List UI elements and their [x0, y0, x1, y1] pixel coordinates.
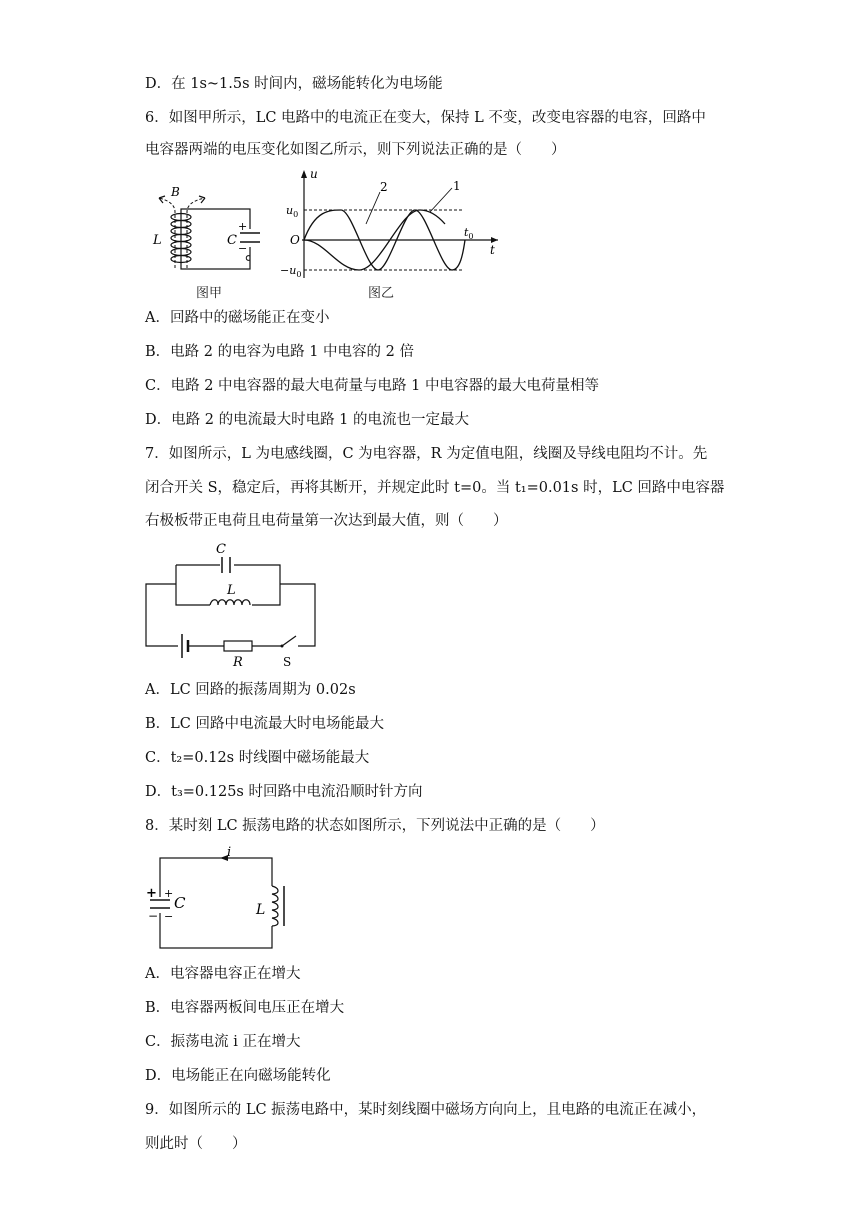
q7-label-S: S — [283, 655, 292, 669]
label-minus: − — [238, 242, 248, 255]
q7-stem-line3: 右极板带正电荷且电荷量第一次达到最大值，则（ ） — [145, 513, 508, 529]
q8-figure-lc-circuit — [140, 842, 290, 954]
curve-2-label: 2 — [380, 180, 388, 194]
q7-label-C: C — [216, 542, 226, 557]
outer-wire-left — [146, 584, 180, 646]
q7-option-b: B．LC 回路中电流最大时电场能最大 — [145, 716, 384, 732]
label-plus: + — [238, 220, 248, 233]
q6-stem-line2: 电容器两端的电压变化如图乙所示，则下列说法正确的是（ ） — [145, 142, 566, 158]
resistor-R — [224, 641, 252, 651]
q8-option-c: C．振荡电流 i 正在增大 — [145, 1034, 301, 1050]
q9-stem-line2: 则此时（ ） — [145, 1136, 247, 1152]
q6-option-b: B．电路 2 的电容为电路 1 中电容的 2 倍 — [145, 344, 414, 360]
q6-option-d: D．电路 2 的电流最大时电路 1 的电流也一定最大 — [145, 412, 470, 428]
q8-label-minus-inner: − — [164, 910, 174, 923]
q7-option-d: D．t₃=0.125s 时回路中电流沿顺时针方向 — [145, 784, 423, 800]
circuit-wire-frame — [181, 209, 250, 269]
q8-option-b: B．电容器两板间电压正在增大 — [145, 1000, 345, 1016]
q7-option-c: C．t₂=0.12s 时线圈中磁场能最大 — [145, 750, 370, 766]
q6-stem-line1: 6．如图甲所示，LC 电路中的电流正在变大，保持 L 不变，改变电容器的电容，回路中 — [145, 110, 706, 126]
label-B: B — [171, 185, 180, 199]
q6-figure-a-caption: 图甲 — [196, 286, 223, 301]
q8-option-d: D．电场能正在向磁场能转化 — [145, 1068, 331, 1084]
q6-option-c: C．电路 2 中电容器的最大电荷量与电路 1 中电容器的最大电荷量相等 — [145, 378, 599, 394]
switch-S-blade — [282, 636, 296, 646]
q6-figure-b-caption: 图乙 — [368, 286, 395, 301]
q5-option-d: D．在 1s~1.5s 时间内，磁场能转化为电场能 — [145, 76, 443, 92]
label-t0: $t_0$ — [464, 226, 474, 241]
label-t: t — [490, 243, 495, 257]
q6-option-a: A．回路中的磁场能正在变小 — [145, 310, 330, 326]
outer-wire-right — [280, 584, 315, 646]
curve-1-tail — [304, 218, 380, 241]
q7-label-R: R — [233, 655, 243, 670]
q8-label-minus-outer: − — [148, 909, 159, 923]
q7-label-L: L — [227, 583, 236, 598]
label-neg-u0: $-u_0$ — [280, 264, 302, 279]
q7-stem-line1: 7．如图所示，L 为电感线圈，C 为电容器，R 为定值电阻，线圈及导线电阻均不计。先 — [145, 446, 708, 462]
label-u: u — [310, 167, 318, 181]
q8-label-i: i — [227, 845, 232, 860]
q8-stem: 8．某时刻 LC 振荡电路的状态如图所示，下列说法中正确的是（ ） — [145, 818, 605, 834]
u-axis-arrow-icon — [301, 170, 307, 178]
label-C: C — [227, 233, 237, 248]
q7-option-a: A．LC 回路的振荡周期为 0.02s — [145, 682, 356, 698]
q8-label-L: L — [256, 902, 266, 918]
q8-option-a: A．电容器电容正在增大 — [145, 966, 301, 982]
curve-1-leader — [430, 188, 452, 212]
label-origin: O — [290, 233, 300, 247]
q6-figure-a-coil-circuit — [145, 184, 270, 284]
label-u0: $u_0$ — [286, 204, 299, 219]
q8-label-plus-outer: + — [146, 886, 157, 901]
label-L: L — [153, 233, 162, 248]
curve-2-leader — [366, 192, 380, 224]
q7-figure-lcr-circuit — [140, 540, 325, 670]
curve-1-label: 1 — [453, 179, 461, 193]
q7-stem-line2: 闭合开关 S，稳定后，再将其断开，并规定此时 t=0。当 t₁=0.01s 时，LC 回路中电容器 — [145, 480, 725, 496]
q8-label-plus-inner: + — [164, 887, 174, 900]
q6-figure-b-voltage-graph — [280, 166, 505, 281]
q8-label-C: C — [174, 894, 186, 912]
q9-stem-line1: 9．如图所示的 LC 振荡电路中，某时刻线圈中磁场方向向上，且电路的电流正在减小， — [145, 1102, 707, 1118]
field-arrow-left — [159, 196, 165, 203]
